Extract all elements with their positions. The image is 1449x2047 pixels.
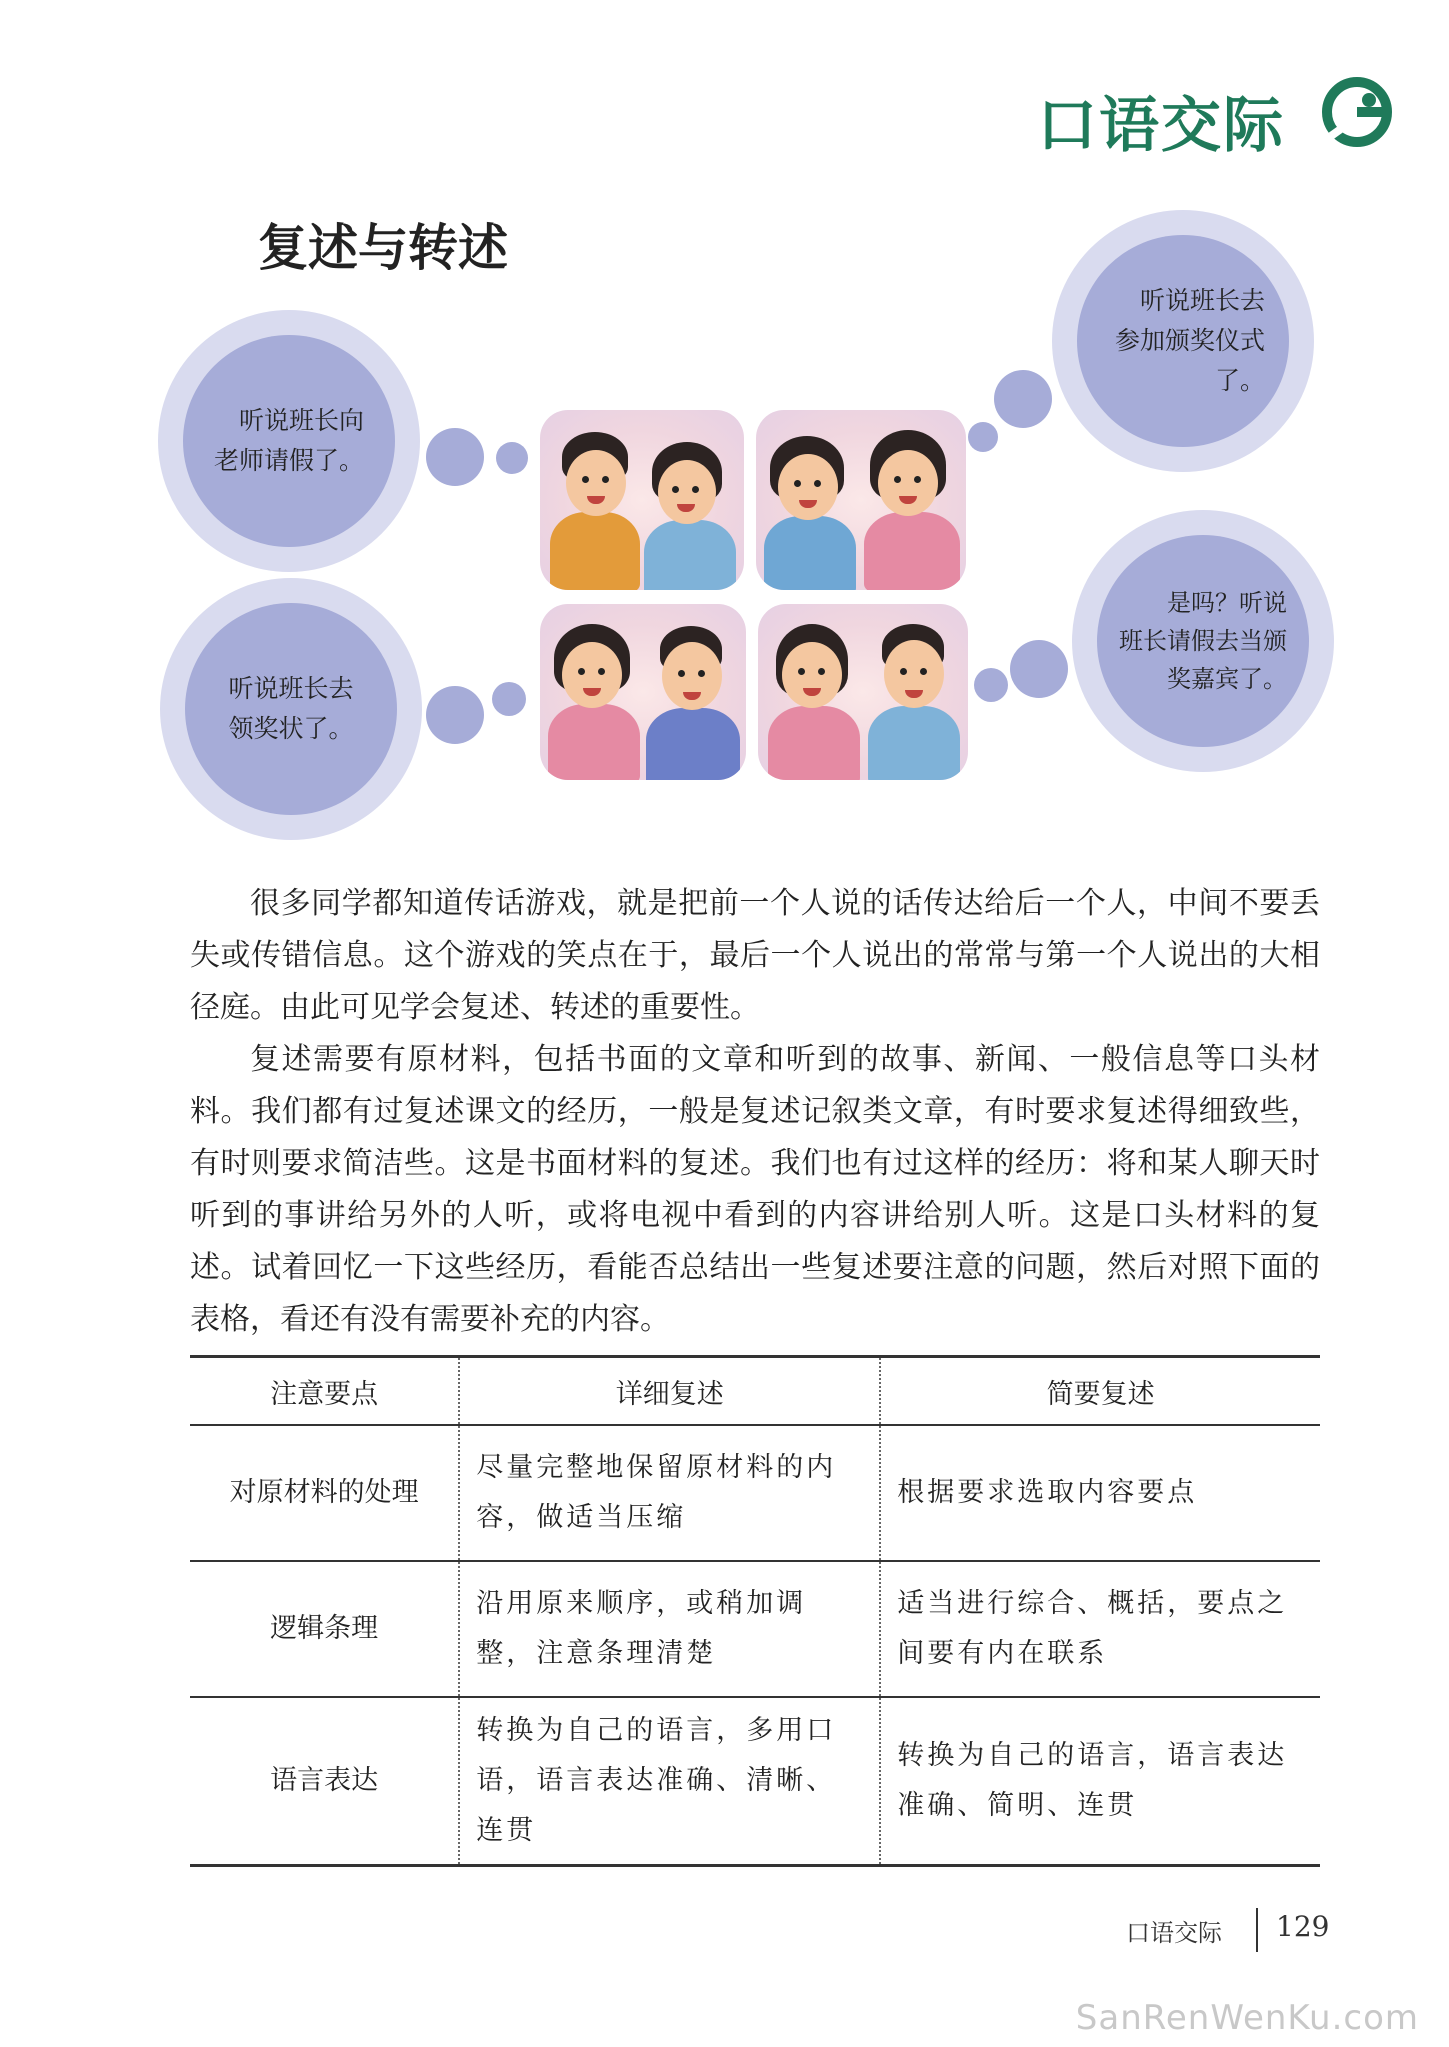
- page-number: 129: [1276, 1910, 1330, 1943]
- table-row: [190, 1561, 1320, 1697]
- illustration-kids-whisper-2: [756, 410, 966, 590]
- bubble-dot: [1010, 640, 1068, 698]
- speech-bubble-2: [1052, 210, 1314, 472]
- bubble-dot: [496, 442, 528, 474]
- bubble-dot: [492, 682, 526, 716]
- table-cell: 对原材料的处理: [190, 1425, 459, 1561]
- table-cell: 逻辑条理: [190, 1561, 459, 1697]
- illustration-kids-whisper-4: [758, 604, 968, 780]
- illustration-kids-whisper-3: [540, 604, 746, 780]
- table-header-cell: 简要复述: [880, 1357, 1320, 1426]
- table-cell: 尽量完整地保留原材料的内容，做适当压缩: [459, 1425, 880, 1561]
- speech-bubble-1: [158, 310, 420, 572]
- bubble-dot: [994, 370, 1052, 428]
- table-header-cell: 详细复述: [459, 1357, 880, 1426]
- speech-bubble-1-text: 听说班长向 老师请假了。: [213, 406, 364, 475]
- oral-communication-logo-icon: [1321, 76, 1393, 148]
- table-row: [190, 1425, 1320, 1561]
- bubble-dot: [974, 668, 1008, 702]
- footer-section-label: 口语交际: [1126, 1919, 1222, 1947]
- table-header-cell: 注意要点: [190, 1357, 459, 1426]
- speech-bubble-3-text: 听说班长去 领奖状了。: [228, 674, 354, 743]
- body-text: [190, 878, 1320, 1346]
- table-cell: 语言表达: [190, 1697, 459, 1866]
- table-cell: 沿用原来顺序，或稍加调整，注意条理清楚: [459, 1561, 880, 1697]
- table-row: [190, 1697, 1320, 1866]
- speech-bubble-4-text: 是吗？听说 班长请假去当颁 奖嘉宾了。: [1119, 589, 1287, 693]
- comparison-table: [190, 1355, 1320, 1867]
- table-cell: 适当进行综合、概括，要点之间要有内在联系: [880, 1561, 1320, 1697]
- paragraph-1: 很多同学都知道传话游戏，就是把前一个人说的话传达给后一个人，中间不要丢失或传错信息。这个游戏的笑点在于，最后一个人说出的常常与第一个人说出的大相径庭。由此可见学会复述、转述的重要性。: [190, 886, 1320, 1025]
- bubble-dot: [426, 428, 484, 486]
- speech-bubble-3: [160, 578, 422, 840]
- table-cell: 根据要求选取内容要点: [880, 1425, 1320, 1561]
- speech-bubble-4: [1072, 510, 1334, 772]
- table-cell: 转换为自己的语言，多用口语，语言表达准确、清晰、连贯: [459, 1697, 880, 1866]
- table-cell: 转换为自己的语言，语言表达准确、简明、连贯: [880, 1697, 1320, 1866]
- speech-bubble-2-text: 听说班长去 参加颁奖仪式了。: [1114, 286, 1265, 395]
- bubble-dot: [426, 686, 484, 744]
- illustration-kids-whisper-1: [540, 410, 744, 590]
- paragraph-2: 复述需要有原材料，包括书面的文章和听到的故事、新闻、一般信息等口头材料。我们都有过复述课文的经历，一般是复述记叙类文章，有时要求复述得细致些，有时则要求简洁些。这是书面材料的复述。我们也有过这样的经历：将和某人聊天时听到的事讲给另外的人听，或将电视中看到的内容讲给别人听。这是口头材料的复述。试着回忆一下这些经历，看能否总结出一些复述要注意的问题，然后对照下面的表格，看还有没有需要补充的内容。: [190, 1042, 1320, 1337]
- watermark: SanRenWenKu.com: [1075, 1998, 1419, 2038]
- footer-divider: [1256, 1908, 1258, 1952]
- table-header-row: [190, 1357, 1320, 1426]
- lesson-title: 复述与转述: [258, 218, 508, 277]
- section-title: 口语交际: [1037, 91, 1285, 161]
- bubble-dot: [968, 422, 998, 452]
